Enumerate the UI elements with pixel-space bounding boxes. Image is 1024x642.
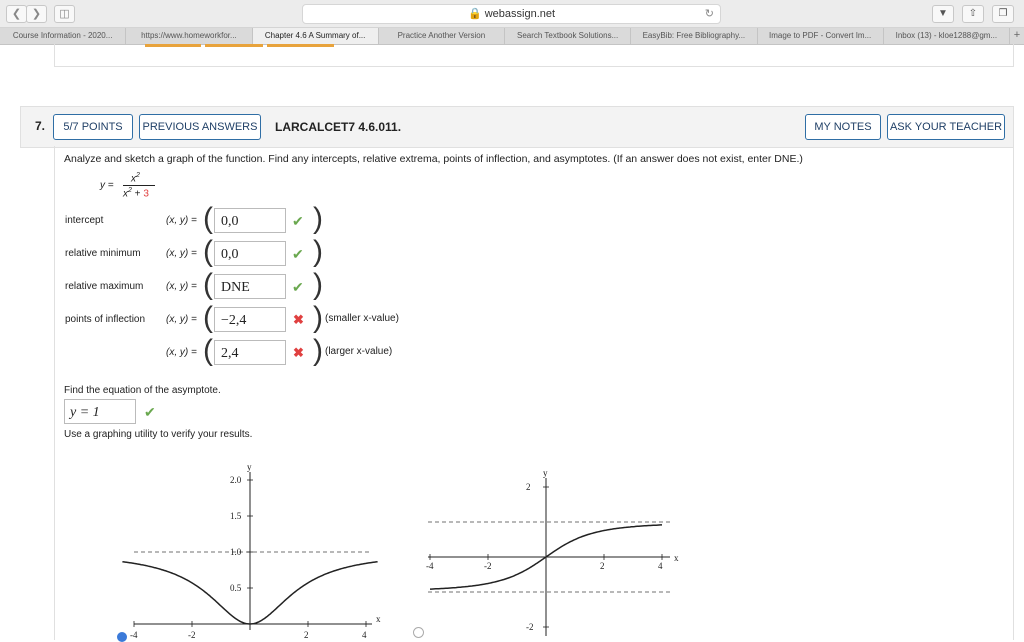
x-tick-label: -2 — [484, 561, 492, 571]
y-axis-label: y — [247, 462, 252, 472]
question-code: LARCALCET7 4.6.011. — [275, 120, 402, 134]
larger-x-note: (larger x-value) — [325, 346, 393, 357]
left-paren: ( — [203, 268, 213, 301]
xy-label: (x, y) = — [166, 314, 197, 325]
tab-practice-another[interactable]: Practice Another Version — [379, 28, 505, 44]
previous-answers-button[interactable]: PREVIOUS ANSWERS — [139, 114, 261, 140]
cross-icon: ✖ — [293, 312, 304, 327]
x-axis-label: x — [376, 614, 381, 624]
sidebar-icon[interactable]: ◫ — [54, 5, 75, 23]
x-tick-label: -4 — [130, 630, 138, 640]
row-label-intercept: intercept — [65, 215, 104, 226]
tab-search-textbook[interactable]: Search Textbook Solutions... — [505, 28, 631, 44]
url-text: webassign.net — [484, 8, 556, 20]
ask-teacher-button[interactable]: ASK YOUR TEACHER — [887, 114, 1005, 140]
browser-toolbar — [0, 0, 1024, 28]
lock-icon: 🔒 — [467, 8, 482, 20]
smaller-x-note: (smaller x-value) — [325, 313, 399, 324]
relative-maximum-input[interactable]: DNE — [214, 274, 286, 299]
graph-option-2 — [408, 458, 698, 640]
previous-question-box — [54, 44, 1014, 67]
relative-minimum-input[interactable]: 0,0 — [214, 241, 286, 266]
reload-icon[interactable]: ↻ — [704, 8, 714, 20]
points-button[interactable]: 5/7 POINTS — [53, 114, 133, 140]
xy-label: (x, y) = — [166, 248, 197, 259]
y-tick-label: 1.0 — [230, 547, 242, 557]
share-icon[interactable]: ⇧ — [962, 5, 984, 23]
row-label-relative-maximum: relative maximum — [65, 281, 144, 292]
right-paren: ) — [313, 268, 323, 301]
orange-bar — [205, 44, 263, 47]
inflection-smaller-input[interactable]: −2,4 — [214, 307, 286, 332]
tab-course-information[interactable]: Course Information - 2020... — [0, 28, 126, 44]
tab-image-to-pdf[interactable]: Image to PDF - Convert Im... — [758, 28, 884, 44]
y-axis-label: y — [543, 468, 548, 478]
row-label-relative-minimum: relative minimum — [65, 248, 141, 259]
left-paren: ( — [203, 235, 213, 268]
check-icon: ✔ — [292, 213, 304, 229]
question-number: 7. — [35, 119, 46, 133]
right-paren: ) — [313, 334, 323, 367]
radio-option-1[interactable] — [117, 632, 127, 642]
cross-icon: ✖ — [293, 345, 304, 360]
right-paren: ) — [313, 202, 323, 235]
instructions: Analyze and sketch a graph of the function. Find any intercepts, relative extrema, points of inflection, and asymptotes. (If an answer does not exist, enter DNE.) — [64, 153, 803, 165]
radio-option-2[interactable] — [413, 627, 424, 638]
check-icon: ✔ — [292, 279, 304, 295]
orange-bar — [267, 44, 334, 47]
question-header — [20, 106, 1014, 148]
tabs-icon[interactable]: ❐ — [992, 5, 1014, 23]
tab-bar — [0, 28, 1024, 45]
y-tick-label: 0.5 — [230, 583, 242, 593]
tab-inbox[interactable]: Inbox (13) - kloe1288@gm... — [884, 28, 1010, 44]
xy-label: (x, y) = — [166, 215, 197, 226]
verify-text: Use a graphing utility to verify your results. — [64, 429, 253, 440]
left-paren: ( — [203, 301, 213, 334]
my-notes-button[interactable]: MY NOTES — [805, 114, 881, 140]
asymptote-input[interactable]: y = 1 — [64, 399, 136, 424]
xy-label: (x, y) = — [166, 281, 197, 292]
new-tab-button[interactable]: + — [1013, 29, 1021, 41]
check-icon: ✔ — [292, 246, 304, 262]
y-tick-label: -2 — [526, 622, 534, 632]
y-tick-label: 1.5 — [230, 511, 242, 521]
left-paren: ( — [203, 202, 213, 235]
address-bar[interactable] — [302, 4, 721, 24]
download-icon[interactable]: ▼ — [932, 5, 954, 23]
right-paren: ) — [313, 301, 323, 334]
intercept-input[interactable]: 0,0 — [214, 208, 286, 233]
orange-bar — [145, 44, 201, 47]
right-paren: ) — [313, 235, 323, 268]
chevron-left-icon[interactable]: ❮ — [6, 5, 27, 23]
inflection-larger-input[interactable]: 2,4 — [214, 340, 286, 365]
x-tick-label: -4 — [426, 561, 434, 571]
y-tick-label: 2 — [526, 482, 531, 492]
asymptote-prompt: Find the equation of the asymptote. — [64, 385, 221, 396]
x-tick-label: 4 — [362, 630, 367, 640]
tab-easybib[interactable]: EasyBib: Free Bibliography... — [631, 28, 757, 44]
function-lhs: y = — [100, 180, 114, 191]
fraction-bar — [123, 185, 155, 186]
x-tick-label: 4 — [658, 561, 663, 571]
graph-option-1 — [112, 458, 402, 640]
left-paren: ( — [203, 334, 213, 367]
x-tick-label: -2 — [188, 630, 196, 640]
y-tick-label: 2.0 — [230, 475, 242, 485]
tab-homeworkfor[interactable]: https://www.homeworkfor... — [126, 28, 252, 44]
row-label-points-of-inflection: points of inflection — [65, 314, 146, 325]
check-icon: ✔ — [144, 404, 156, 420]
chevron-right-icon[interactable]: ❯ — [26, 5, 47, 23]
x-axis-label: x — [674, 553, 679, 563]
xy-label: (x, y) = — [166, 347, 197, 358]
function-denominator: $x^2 + 3$ — [123, 187, 149, 200]
tab-chapter-summary[interactable]: Chapter 4.6 A Summary of... — [253, 28, 379, 44]
x-tick-label: 2 — [600, 561, 605, 571]
x-tick-label: 2 — [304, 630, 309, 640]
function-numerator: $x^2$ — [131, 172, 140, 185]
